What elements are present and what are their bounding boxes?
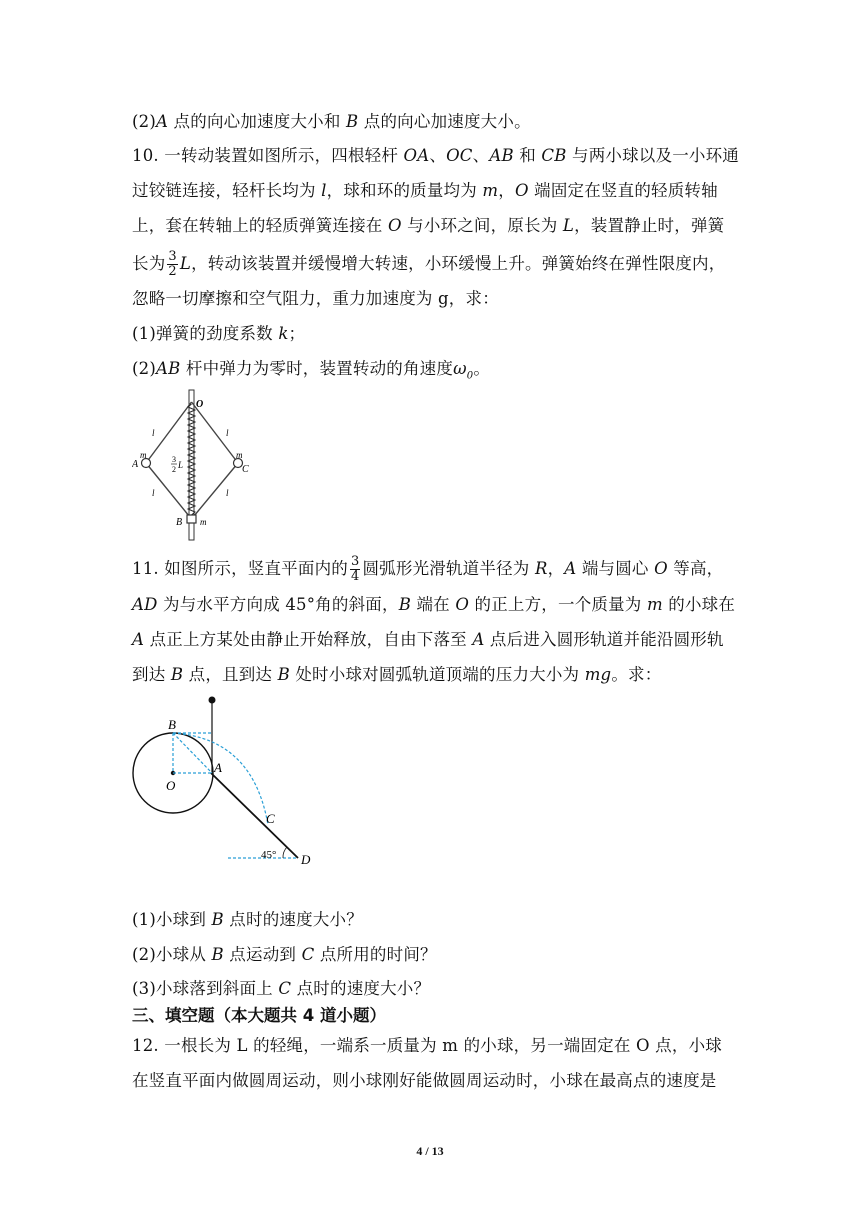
q11-line3 xyxy=(132,629,732,651)
label-c: C xyxy=(242,464,249,475)
figure-q10-rotating-device xyxy=(132,388,262,543)
var-a: A xyxy=(132,630,145,649)
label-a: A xyxy=(214,760,222,775)
text: (1)弹簧的劲度系数 xyxy=(132,324,279,343)
label-rod-length: l xyxy=(152,428,155,438)
text: 上，套在转轴上的轻质弹簧连接在 xyxy=(132,216,388,235)
label-mass-b: m xyxy=(200,517,207,527)
var-a: A xyxy=(472,630,485,649)
ring-b xyxy=(187,515,196,523)
text: ，球和环的质量均为 xyxy=(326,181,483,200)
q11-line4 xyxy=(132,664,732,686)
text: 杆中弹力为零时，装置转动的角速度 xyxy=(180,359,454,378)
text: (3)小球落到斜面上 xyxy=(132,979,279,998)
text: 等高， xyxy=(667,559,724,578)
text: 点时的速度大小？ xyxy=(223,910,363,929)
text: 为与水平方向成 45°角的斜面， xyxy=(157,595,399,614)
text: 点时的速度大小？ xyxy=(291,979,431,998)
q10-sub1 xyxy=(132,323,732,345)
var-b: B xyxy=(346,112,359,131)
text: 点所用的时间？ xyxy=(314,945,437,964)
q10-line2 xyxy=(132,180,732,202)
angle-arc xyxy=(283,847,287,858)
var-k: k xyxy=(278,324,289,343)
var-m: m xyxy=(646,595,663,614)
text: 长为 xyxy=(132,254,166,273)
var-omega: ω xyxy=(453,359,467,378)
text: ， xyxy=(498,181,515,200)
text: 。求： xyxy=(611,665,662,684)
spring-label-L: L xyxy=(178,460,184,470)
var-o: O xyxy=(514,181,529,200)
label-b: B xyxy=(176,517,183,528)
var-b: B xyxy=(211,945,224,964)
slope-ad xyxy=(211,773,298,858)
var-c: C xyxy=(301,945,315,964)
var-oc: OC xyxy=(446,146,473,165)
var-L: L xyxy=(179,254,192,273)
text: 点正上方某处由静止开始释放，自由下落至 xyxy=(144,630,473,649)
label-d: D xyxy=(301,852,311,867)
var-L: L xyxy=(562,216,575,235)
var-m: m xyxy=(482,181,499,200)
page-number: 4 / 13 xyxy=(416,1144,444,1158)
text: 圆弧形光滑轨道半径为 xyxy=(362,559,535,578)
ball xyxy=(209,697,216,704)
text: (2) xyxy=(132,359,156,378)
text: 与小环之间，原长为 xyxy=(401,216,563,235)
var-ad: AD xyxy=(132,595,158,614)
text: 端在 xyxy=(411,595,456,614)
q10-line1 xyxy=(132,145,739,167)
text: 点，且到达 xyxy=(183,665,278,684)
q11-sub1 xyxy=(132,909,732,931)
label-c: C xyxy=(266,811,275,826)
q11-sub2 xyxy=(132,944,732,966)
var-a: A xyxy=(564,559,577,578)
var-ab: AB xyxy=(155,359,181,378)
text: 点后进入圆形轨道并能沿圆形轨 xyxy=(484,630,724,649)
q11-line1 xyxy=(132,555,732,584)
text: (2) xyxy=(132,112,156,131)
text: 的正上方，一个质量为 xyxy=(469,595,647,614)
spring-label-denominator: 2 xyxy=(172,465,176,474)
var-l: l xyxy=(321,181,327,200)
rod-oc xyxy=(192,402,239,463)
omega-subscript-value: 0 xyxy=(466,370,474,382)
text: 10. 一转动装置如图所示，四根轻杆 xyxy=(132,146,404,165)
q10-sub2 xyxy=(132,358,732,387)
fraction-denominator: 4 xyxy=(351,569,360,584)
q12-line1: 12. 一根长为 L 的轻绳，一端系一质量为 m 的小球，另一端固定在 O 点，小球 xyxy=(132,1036,722,1055)
q11-line2 xyxy=(132,594,736,616)
text: 点运动到 xyxy=(223,945,302,964)
label-b: B xyxy=(168,717,176,732)
text: ； xyxy=(288,324,306,343)
label-rod-length: l xyxy=(226,428,229,438)
label-mass-a: m xyxy=(140,450,147,460)
text: 、 xyxy=(472,146,490,165)
text: 的小球在 xyxy=(662,595,736,614)
q10-line5 xyxy=(132,288,732,310)
q10-line3 xyxy=(132,215,732,237)
var-b: B xyxy=(277,665,290,684)
var-o: O xyxy=(654,559,668,578)
label-rod-length: l xyxy=(226,488,229,498)
dashed-ba xyxy=(173,733,212,773)
label-o: O xyxy=(166,778,176,793)
var-b: B xyxy=(211,910,224,929)
section-heading: 三、填空题（本大题共 4 道小题） xyxy=(132,1006,386,1025)
fraction-numerator: 3 xyxy=(351,554,360,569)
text: 到达 xyxy=(132,665,171,684)
rod-cb xyxy=(192,463,239,519)
text: 、 xyxy=(429,146,447,165)
fraction-denominator: 2 xyxy=(168,264,177,279)
var-r: R xyxy=(534,559,548,578)
q12-line2: 在竖直平面内做圆周运动，则小球刚好能做圆周运动时，小球在最高点的速度是 xyxy=(132,1071,717,1090)
label-o: O xyxy=(196,399,204,410)
fraction-3-4 xyxy=(350,555,360,584)
q10-line4 xyxy=(132,250,732,279)
var-oa: OA xyxy=(403,146,430,165)
label-a: A xyxy=(132,459,139,470)
text: 忽略一切摩擦和空气阻力，重力加速度为 g，求： xyxy=(132,289,499,308)
text: ， xyxy=(547,559,565,578)
text: 和 xyxy=(513,146,542,165)
var-o: O xyxy=(455,595,470,614)
q11-sub3 xyxy=(132,978,732,1000)
text: (2)小球从 xyxy=(132,945,212,964)
text: 点的向心加速度大小。 xyxy=(358,112,531,131)
var-a: A xyxy=(155,112,169,131)
text: 点的向心加速度大小和 xyxy=(168,112,346,131)
text: (1)小球到 xyxy=(132,910,212,929)
var-b: B xyxy=(170,665,184,684)
q9-part2-line xyxy=(132,111,732,133)
text: 处时小球对圆弧轨道顶端的压力大小为 xyxy=(289,665,585,684)
text: 11. 如图所示，竖直平面内的 xyxy=(132,559,348,578)
text: 。 xyxy=(473,359,491,378)
text: 端固定在竖直的轻质转轴 xyxy=(528,181,718,200)
text: ，转动该装置并缓慢增大转速，小环缓慢上升。弹簧始终在弹性限度内， xyxy=(191,254,726,273)
var-mg: mg xyxy=(584,665,612,684)
figure-q11-circular-track xyxy=(128,690,328,870)
var-o: O xyxy=(387,216,402,235)
label-rod-length: l xyxy=(152,488,155,498)
text: ，装置静止时，弹簧 xyxy=(574,216,725,235)
text: 与两小球以及一小环通 xyxy=(566,146,739,165)
text: 过铰链连接，轻杆长均为 xyxy=(132,181,322,200)
label-angle: 45° xyxy=(261,849,277,861)
text: 端与圆心 xyxy=(576,559,655,578)
var-cb: CB xyxy=(541,146,567,165)
fraction-3-2 xyxy=(167,250,177,279)
var-ab: AB xyxy=(489,146,514,165)
label-mass-c: m xyxy=(236,450,243,460)
var-c: C xyxy=(278,979,292,998)
spring-label-numerator: 3 xyxy=(172,455,176,464)
dashed-trajectory xyxy=(173,733,268,825)
var-b: B xyxy=(398,595,412,614)
fraction-numerator: 3 xyxy=(168,249,177,264)
